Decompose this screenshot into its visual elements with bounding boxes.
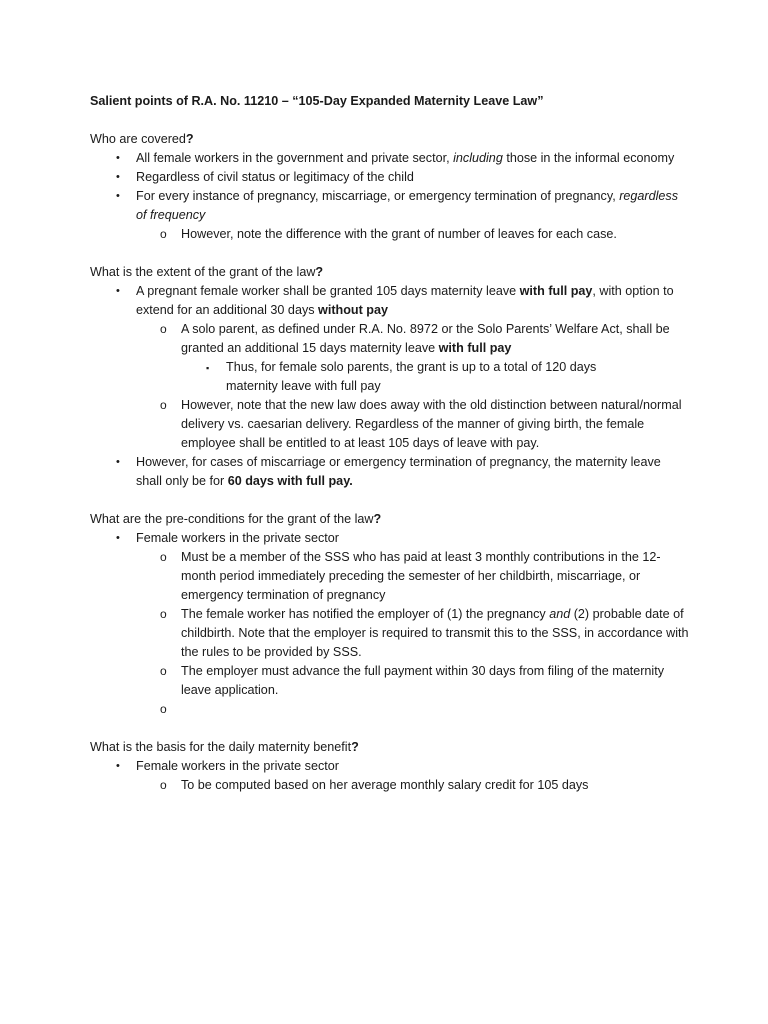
section-question-extent: What is the extent of the grant of the law? [90,265,324,279]
circle-bullet-icon: o [160,664,167,678]
circle-bullet-icon: o [160,322,167,336]
section-question-covered: Who are covered? [90,132,194,146]
document-page [90,92,690,795]
circle-bullet-icon: o [160,398,167,412]
list-item: • Female workers in the private sector [90,529,690,548]
section-question-preconditions: What are the pre-conditions for the grant of the law? [90,512,382,526]
list-item: o A solo parent, as defined under R.A. No. 8972 or the Solo Parents’ Welfare Act, shall be granted an additional 15 days maternity leave with full pay [160,322,670,355]
bullet-icon: • [116,456,120,468]
list-item: ▪ Thus, for female solo parents, the grant is up to a total of 120 days maternity leave with full pay [206,360,597,393]
list-item: o However, note the difference with the grant of number of leaves for each case. [90,225,690,244]
document-title: Salient points of R.A. No. 11210 – “105-Day Expanded Maternity Leave Law” [90,94,544,108]
bullet-icon: • [116,152,120,164]
bullet-icon: • [116,760,120,772]
list-item: o Must be a member of the SSS who has paid at least 3 monthly contributions in the 12-month period immediately preceding the semester of her childbirth, miscarriage, or emergency termination of pregnancy [160,550,661,602]
bullet-icon: • [116,190,120,202]
list-item: o The employer must advance the full payment within 30 days from filing of the maternity leave application. [160,664,664,697]
list-item: • All female workers in the government and private sector, including those in the informal economy [90,149,690,168]
square-bullet-icon: ▪ [206,363,210,373]
circle-bullet-icon: o [160,227,167,241]
circle-bullet-icon: o [160,702,167,716]
list-item: • Female workers in the private sector [90,757,690,776]
list-item: o However, note that the new law does away with the old distinction between natural/normal delivery vs. caesarian delivery. Regardless of the manner of giving birth, the female employee shall be entitled to at least 105 days of leave with pay. [160,398,682,450]
bullet-icon: • [116,285,120,297]
list-item: o The female worker has notified the employer of (1) the pregnancy and (2) probable date of childbirth. Note that the employer is required to transmit this to the SSS, in accordance with the rules to be provided by SSS. [160,607,689,659]
list-item: • However, for cases of miscarriage or emergency termination of pregnancy, the maternity leave shall only be for 60 days with full pay. [116,455,661,488]
list-item: • For every instance of pregnancy, miscarriage, or emergency termination of pregnancy, regardless of frequency [116,189,679,222]
list-item: • Regardless of civil status or legitimacy of the child [90,168,690,187]
section-question-basis: What is the basis for the daily maternity benefit? [90,740,359,754]
circle-bullet-icon: o [160,550,167,564]
list-item: • A pregnant female worker shall be granted 105 days maternity leave with full pay, with option to extend for an additional 30 days without pay [116,284,674,317]
bullet-icon: • [116,532,120,544]
circle-bullet-icon: o [160,607,167,621]
list-item-empty [90,700,690,719]
circle-bullet-icon: o [160,778,167,792]
bullet-icon: • [116,171,120,183]
list-item: o To be computed based on her average monthly salary credit for 105 days [90,776,690,795]
